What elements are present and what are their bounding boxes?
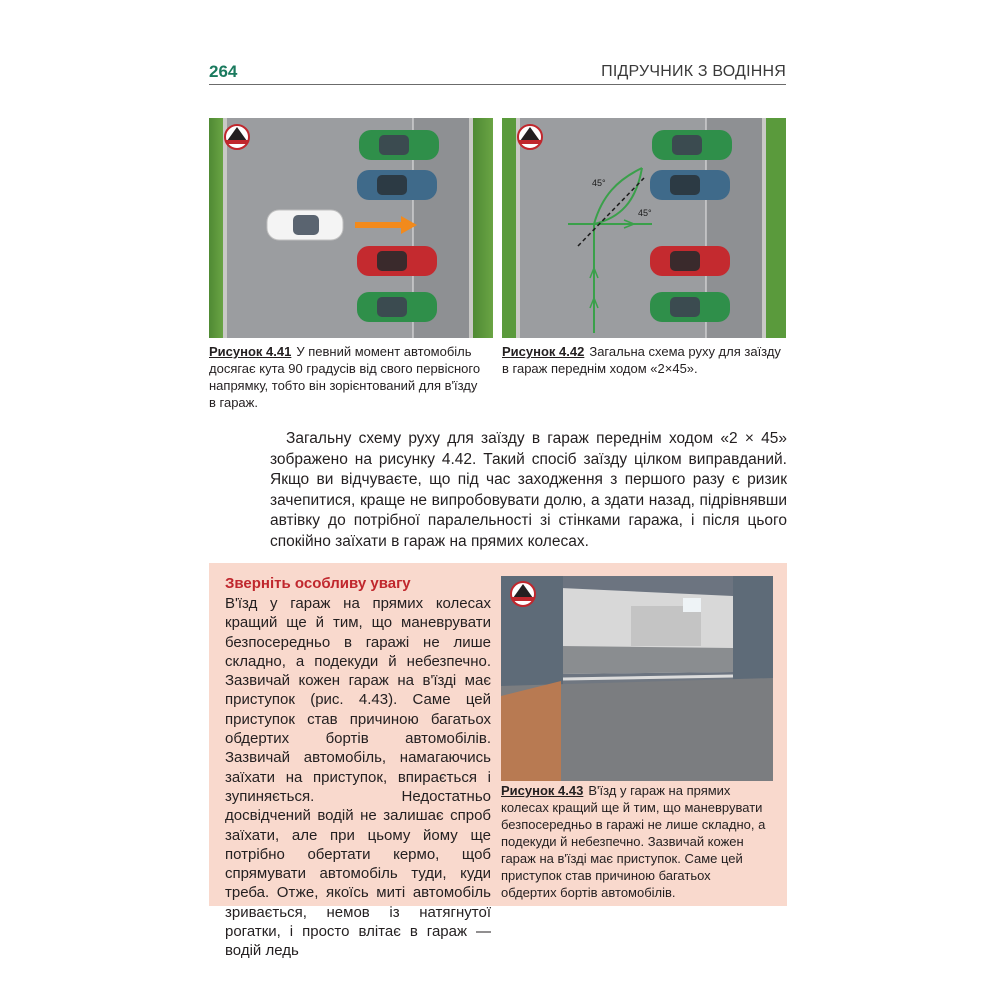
figure-caption-text: Загальна схема руху для заїзду в гараж переднім ходом «2×45».	[502, 344, 781, 376]
green-car-icon	[652, 130, 732, 160]
attention-title: Зверніть особливу увагу	[225, 575, 411, 592]
figure-4-42-diagram	[502, 118, 786, 338]
page-number: 264	[209, 62, 238, 81]
figure-4-41-illustration	[209, 118, 493, 338]
white-car-icon	[267, 210, 343, 240]
figure-caption	[501, 782, 769, 901]
attention-text: В'їзд у гараж на прямих колесах кращий ще й тим, що маневрувати безпосередньо в гаражі не лише складно, а подекуди й небезпечно. Зазвичай кожен гараж на в'їзді має приступок (рис. 4.43). Саме цей приступок став причиною багатьох обдертих бортів автомобілів. Зазвичай автомобіль, намагаючись заїхати на приступок, впирається і зупиняється. Недостатньо досвідчений водій не залишає спроб заїхати, але при цьому йому ще потрібно обертати кермо, щоб спрямувати автомобіль туди, куди треба. Отже, якоїсь миті автомобіль зривається, немов із натягнутої рогатки, і просто влітає в гараж — водій ледь	[225, 595, 491, 960]
green-car-icon	[359, 130, 439, 160]
red-car-icon	[650, 246, 730, 276]
figure-caption-text: В'їзд у гараж на прямих колесах кращий ще й тим, що маневрувати безпосередньо в гаражі не лише складно, а подекуди й небезпечно. Зазвичай кожен гараж на в'їзді має приступок. Саме цей приступок став причиною багатьох обдертих бортів автомобілів.	[501, 783, 766, 900]
blue-car-icon	[357, 170, 437, 200]
attention-box	[209, 563, 787, 960]
red-car-icon	[357, 246, 437, 276]
angle-label: 45°	[638, 208, 652, 218]
blue-car-icon	[650, 170, 730, 200]
figure-caption	[502, 343, 787, 377]
angle-label: 45°	[592, 178, 606, 188]
green-car-icon	[357, 292, 437, 322]
green-car-icon	[650, 292, 730, 322]
brand-logo-icon	[511, 582, 535, 606]
figure-label: Рисунок 4.41	[209, 344, 292, 359]
header-rule	[209, 84, 786, 85]
figure-caption	[209, 343, 485, 411]
figure-label: Рисунок 4.43	[501, 783, 584, 798]
figure-4-43-garage-illustration	[501, 576, 773, 781]
running-title: ПІДРУЧНИК З ВОДІННЯ	[601, 63, 786, 80]
body-paragraph: Загальну схему руху для заїзду в гараж переднім ходом «2 × 45» зображено на рисунку 4.42. Такий спосіб заїзду цілком виправданий. Якщо ви відчуваєте, що під час заходження з першого разу є ризик зачепитися, краще не випробовувати долю, а здати назад, підрівнявши автівку до потрібної паралельності зі стінками гаража, і після цього спокійно заїхати в гараж на прямих колесах.	[270, 430, 787, 550]
brand-logo-icon	[518, 125, 542, 149]
figure-caption-text: У певний момент автомобіль досягає кута 90 градусів від свого первісного напрямку, тобто він зорієнтований для в'їзду в гараж.	[209, 344, 481, 410]
brand-logo-icon	[225, 125, 249, 149]
figure-label: Рисунок 4.42	[502, 344, 585, 359]
